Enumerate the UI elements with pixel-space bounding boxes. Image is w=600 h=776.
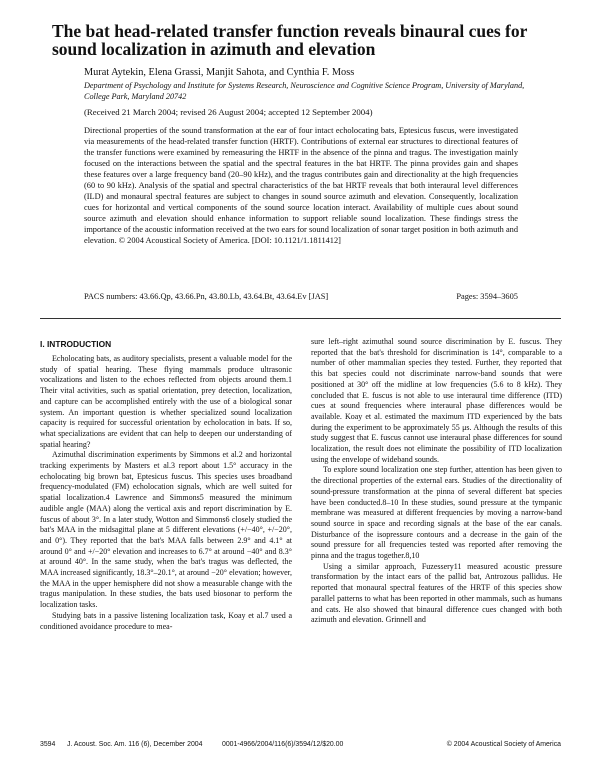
footer-issn: 0001-4966/2004/116(6)/3594/12/$20.00 [222,741,344,748]
received-dates: (Received 21 March 2004; revised 26 August 2004; accepted 12 September 2004) [84,107,373,117]
footer-journal: J. Acoust. Soc. Am. 116 (6), December 2004 [67,741,203,748]
footer-copyright: © 2004 Acoustical Society of America [446,741,561,748]
left-column-body [40,354,292,632]
footer-page-number: 3594 [40,741,56,748]
header-divider [40,318,561,319]
paragraph: Using a similar approach, Fuzessery11 measured acoustic pressure transformation by the intact ears of the pallid bat, Antrozous pallidus. He reported that monaural spectral features of the HRTF of this species show parallel patterns to what has been reported in other mammals, such as humans and cats. He also showed that binaural difference cues changed with both azimuth and elevation. Grinnell and [311,561,562,625]
right-column [311,337,562,626]
paragraph: To explore sound localization one step further, attention has been given to the directional properties of the external ears. Studies of the directionality of sound-pressure transformation at the pinna of several different bat species have been conducted.8–10 In these studies, sound pressure at the tympanic membrane was measured at different frequencies by moving a narrow-band sound source in space and recording signals at the base of the ear canals. Disturbance of the isopressure contours and a decrease in the gain of the sound pressure for all frequencies tested was reported after removing the pinna and the tragus together.8,10 [311,465,562,561]
paragraph: Azimuthal discrimination experiments by Simmons et al.2 and horizontal tracking experiments by Masters et al.3 report about 1.5° accuracy in the echolocating big brown bat, Eptesicus fuscus. This species uses broadband frequency-modulated (FM) echolocation signals, which are well suited for spatial localization.4 Lawrence and Simmons5 measured the minimum audible angle (MAA) along the vertical axis and report discrimination by E. fuscus of about 3°. In a later study, Wotton and Simmons6 closely studied the bat's MAA in the midsagittal plane at 5 different elevations (+/−40°, +/−20°, and 0°). They reported that the bat's MAA falls between 2.9° and 4.1° at around 0° and +/−20° elevation and increases to 6.7° at around −40° and 8.3° at around 40°. In the same study, when the bat's tragus was deflected, the MAA increased significantly, 18.3°–20.1°, at around −20° elevation; however, the MAA in the upper hemisphere did not show a measurable change with the tragus manipulation. In these studies, the bats used biosonar to perform the localization tasks. [40,450,292,610]
abstract-text: Directional properties of the sound transformation at the ear of four intact echolocating bats, Eptesicus fuscus, were investigated via measurements of the head-related transfer function (HRTF). Contributions of external ear structures to directional features of the transfer functions were examined by remeasuring the HRTF in the absence of the pinna and tragus. The investigation mainly focused on the interactions between the spatial and the spectral features in the bat HRTF. The pinna provides gain and shapes these features over a large frequency band (20–90 kHz), and the tragus contributes gain and directionality at the high frequencies (60 to 90 kHz). Analysis of the spatial and spectral characteristics of the bat HRTF reveals that both interaural level differences (ILD) and monaural spectral features are subject to changes in sound source azimuth and elevation. Consequently, localization cues for horizontal and vertical components of the sound source location interact. Availability of multiple cues about sound source azimuth and elevation should enhance information to support reliable sound localization. These findings stress the importance of the acoustic information received at the two ears for sound localization of sonar target position in both azimuth and elevation. © 2004 Acoustical Society of America. [DOI: 10.1121/1.1811412] [84,126,518,246]
affiliation: Department of Psychology and Institute for Systems Research, Neuroscience and Cognitive Science Program, University of Maryland, College Park, Maryland 20742 [84,81,525,101]
paragraph: sure left–right azimuthal sound source discrimination by E. fuscus. They reported that the bat's threshold for discrimination is 14°, comparable to a number of other mammalian species they tested. Further, they reported that this bat species could not discriminate narrow-band sounds that were positioned at 30° off the midline at low frequencies (5.6 to 8 kHz). They concluded that E. fuscus is not able to use interaural time difference (ITD) cues at sound frequencies where interaural phase differences would be available. Koay et al. estimated the maximum ITD experienced by the bats during the experiment to be approximately 55 μs. Although the results of this study suggest that E. fuscus cannot use interaural phase differences for sound localization, the result does not eliminate the possibility of ITD localization using the envelope of wideband sounds. [311,337,562,464]
page-range: Pages: 3594–3605 [456,292,518,301]
author-list: Murat Aytekin, Elena Grassi, Manjit Sahota, and Cynthia F. Moss [84,67,355,78]
pacs-numbers: PACS numbers: 43.66.Qp, 43.66.Pn, 43.80.Lb, 43.64.Bt, 43.64.Ev [JAS] [84,292,329,301]
paper-title: The bat head-related transfer function reveals binaural cues for sound localization in azimuth and elevation [52,21,528,59]
paragraph: Studying bats in a passive listening localization task, Koay et al.7 used a conditioned avoidance procedure to mea- [40,610,292,631]
paragraph: Echolocating bats, as auditory specialists, present a valuable model for the study of spatial hearing. These flying mammals produce ultrasonic vocalizations and listen to the echoes reflected from objects around them.1 Their vital activities, such as spatial orientation, prey detection, localization, and capture can be accomplished entirely with the use of a biological sonar system. An important question is whether specialized sound localization capacity is required for successful orientation by echolocation in bats. If so, what specializations are evident that can help to deepen our understanding of spatial hearing? [40,354,292,449]
section-heading: I. INTRODUCTION [40,339,112,349]
abstract [84,125,518,247]
pacs-line [84,292,518,301]
